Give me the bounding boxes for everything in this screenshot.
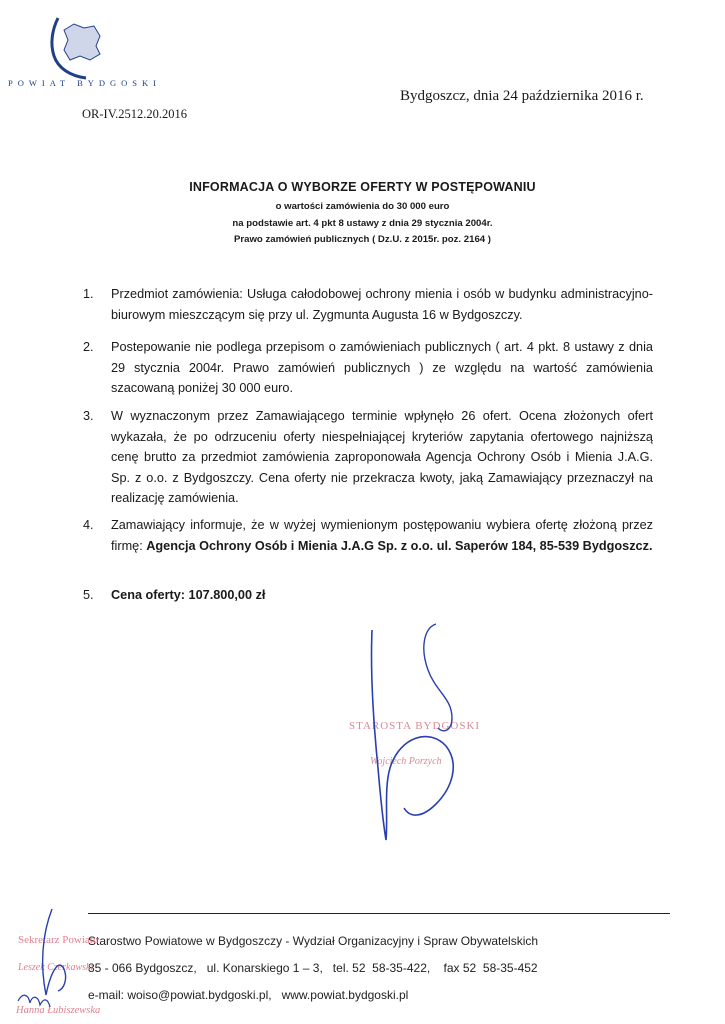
footer-office-name: Starostwo Powiatowe w Bydgoszczy - Wydział Organizacyjny i Spraw Obywatelskich bbox=[88, 934, 539, 948]
item-number: 1. bbox=[83, 287, 94, 301]
item-number: 4. bbox=[83, 518, 94, 532]
list-item bbox=[83, 515, 653, 556]
item-number: 2. bbox=[83, 340, 94, 354]
footer-address: 85 - 066 Bydgoszcz, ul. Konarskiego 1 – 3, tel. 52 58-35-422, fax 52 58-35-452 bbox=[88, 961, 538, 975]
item-text: Przedmiot zamówienia: Usługa całodobowej ochrony mienia i osób w budynku administracyjno-biurowym mieszczącym się przy ul. Zygmunta Augusta 16 w Bydgoszczy. bbox=[111, 287, 653, 322]
list-item bbox=[83, 406, 653, 509]
footer-divider bbox=[88, 913, 670, 914]
reference-number: OR-IV.2512.20.2016 bbox=[82, 107, 187, 121]
handwritten-signature bbox=[340, 618, 490, 848]
item-number: 5. bbox=[83, 588, 94, 602]
item-text-plain: Zamawiający informuje, że w wyżej wymienionym postępowaniu wybiera ofertę złożoną przez firmę: bbox=[111, 518, 653, 553]
document-heading bbox=[0, 180, 725, 249]
secretary-initials bbox=[12, 905, 82, 1020]
stamp-title: STAROSTA BYDGOSKI bbox=[349, 720, 481, 732]
logo-text: POWIAT BYDGOSKI bbox=[8, 78, 161, 88]
item-text: Postepowanie nie podlega przepisom o zamówieniach publicznych ( art. 4 pkt. 8 ustawy z dnia 29 stycznia 2004r. Prawo zamówień publicznych ) ze względu na wartość zamówienia szacowaną poniżej 30 000 euro. bbox=[111, 340, 653, 395]
stamp-name: Wojciech Porzych bbox=[370, 756, 442, 767]
item-text: W wyznaczonym przez Zamawiającego terminie wpłynęło 26 ofert. Ocena złożonych ofert wykazała, że po odrzuceniu oferty niespełniającej kryteriów zapytania ofertowego najniższą cenę brutto za przedmiot zamówienia zaproponowała Agencja Ochrony Osób i Mienia J.A.G. Sp. z o.o. z Bydgoszczy. Cena oferty nie przekracza kwoty, jaką Zamawiający przeznaczył na realizację zamówienia. bbox=[111, 409, 653, 505]
secretary-stamp-name: Leszek Czerkawski bbox=[18, 962, 94, 973]
list-item bbox=[83, 337, 653, 399]
heading-title: INFORMACJA O WYBORZE OFERTY W POSTĘPOWANIU bbox=[189, 180, 536, 194]
list-item bbox=[83, 585, 653, 606]
list-item bbox=[83, 284, 653, 325]
item-text bbox=[111, 515, 653, 556]
secretary-stamp-title: Sekretarz Powiatu bbox=[18, 934, 99, 946]
footer-contact: e-mail: woiso@powiat.bydgoski.pl, www.powiat.bydgoski.pl bbox=[88, 988, 409, 1002]
heading-subtitle-2: na podstawie art. 4 pkt 8 ustawy z dnia 29 stycznia 2004r. bbox=[232, 217, 493, 229]
heading-subtitle-1: o wartości zamówienia do 30 000 euro bbox=[275, 201, 450, 212]
powiat-logo bbox=[40, 12, 110, 82]
offer-price: Cena oferty: 107.800,00 zł bbox=[111, 588, 266, 602]
item-text bbox=[111, 585, 653, 606]
heading-subtitle-3: Prawo zamówień publicznych ( Dz.U. z 2015r. poz. 2164 ) bbox=[234, 234, 491, 245]
secretary-stamp-name-2: Hanna Łubiszewska bbox=[16, 1005, 101, 1016]
document-date: Bydgoszcz, dnia 24 października 2016 r. bbox=[400, 88, 644, 104]
item-number: 3. bbox=[83, 409, 94, 423]
selected-contractor: Agencja Ochrony Osób i Mienia J.A.G Sp. z o.o. ul. Saperów 184, 85-539 Bydgoszcz. bbox=[146, 538, 653, 553]
